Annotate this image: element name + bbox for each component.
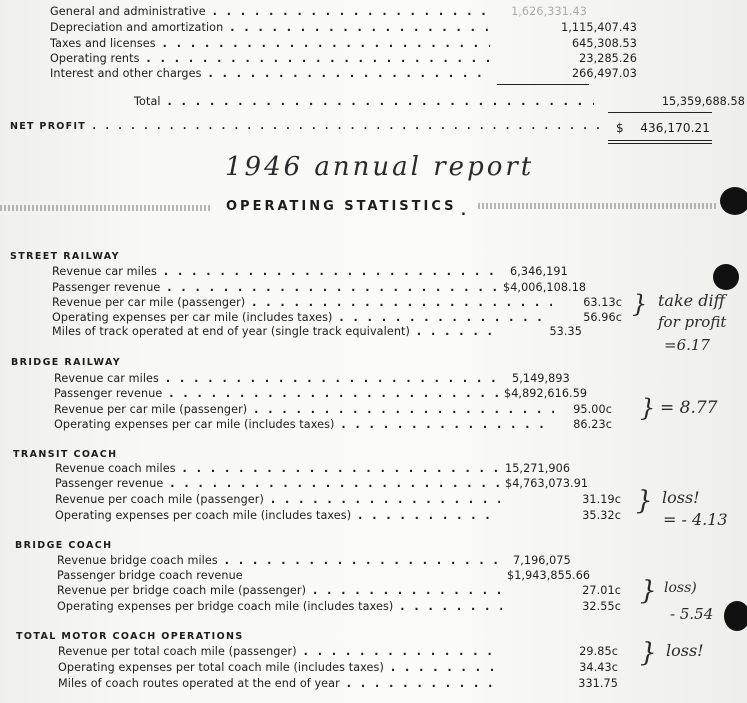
expense-label: Taxes and licenses . . .	[50, 37, 490, 50]
title-rule-left	[0, 205, 212, 211]
row-value: 34.43c	[579, 661, 618, 674]
brace-annotation: }	[636, 486, 653, 516]
row-label: Operating expenses per car mile (includes taxes) . . .	[54, 418, 554, 431]
row-value: 7,196,075	[513, 554, 571, 567]
net-profit-label: NET PROFIT . . .	[10, 121, 610, 132]
section-title-total-motor-coach: TOTAL MOTOR COACH OPERATIONS	[16, 631, 244, 642]
row-label: Revenue car miles . . .	[54, 372, 499, 385]
expense-label: General and administrative . . .	[50, 5, 490, 18]
row-label: Revenue per car mile (passenger) . . .	[52, 296, 552, 309]
expense-label: Interest and other charges . . .	[50, 67, 490, 80]
row-value: 15,271,906	[505, 462, 571, 475]
row-value: 5,149,893	[512, 372, 570, 385]
row-label: Passenger bridge coach revenue	[57, 569, 243, 582]
brace-annotation: }	[632, 290, 648, 318]
row-value: 331.75	[578, 677, 618, 690]
binder-hole	[724, 601, 747, 631]
row-value: 53.35	[549, 325, 582, 338]
row-value: $4,763,073.91	[505, 477, 589, 490]
note-total: loss!	[666, 641, 704, 660]
row-label: Revenue car miles . . .	[52, 265, 497, 278]
row-label: Revenue per total coach mile (passenger) . . .	[58, 645, 498, 658]
brace-annotation: }	[640, 576, 657, 606]
row-value: 27.01c	[582, 584, 621, 597]
note-transit-1: loss!	[662, 488, 700, 507]
row-value: 32.55c	[582, 600, 621, 613]
operating-statistics-title: OPERATING STATISTICS	[226, 199, 457, 214]
brace-annotation: }	[640, 394, 656, 422]
row-value: 95.00c	[573, 403, 612, 416]
row-label: Passenger revenue . . .	[52, 281, 497, 294]
binder-hole	[720, 187, 747, 215]
row-value: 56.96c	[583, 311, 622, 324]
row-label: Revenue per bridge coach mile (passenger) . . .	[57, 584, 502, 597]
row-label: Revenue per car mile (passenger) . . .	[54, 403, 554, 416]
note-bridge-coach-2: - 5.54	[670, 605, 714, 623]
row-label: Operating expenses per bridge coach mile (includes taxes) . . .	[57, 600, 502, 613]
binder-hole	[713, 264, 739, 290]
row-value: 63.13c	[583, 296, 622, 309]
note-street-3: =6.17	[664, 336, 710, 354]
note-bridge: = 8.77	[660, 398, 718, 418]
row-label: Operating expenses per car mile (includes taxes) . . .	[52, 311, 552, 324]
row-value: 31.19c	[582, 493, 621, 506]
note-transit-2: = - 4.13	[663, 510, 728, 529]
row-label: Operating expenses per coach mile (includes taxes) . . .	[55, 509, 500, 522]
section-title-transit-coach: TRANSIT COACH	[13, 449, 118, 460]
handwritten-heading: 1946 annual report	[225, 152, 535, 182]
row-label: Miles of track operated at end of year (single track equivalent) . . .	[52, 325, 497, 338]
row-label: Revenue coach miles . . .	[55, 462, 500, 475]
net-profit-rule-1	[608, 140, 712, 141]
section-title-street-railway: STREET RAILWAY	[10, 251, 120, 262]
row-label: Revenue bridge coach miles . . .	[57, 554, 497, 567]
note-bridge-coach-1: loss)	[664, 580, 697, 596]
expense-value: 645,308.53	[571, 37, 637, 50]
total-value: 15,359,688.58	[661, 95, 745, 108]
row-value: 35.32c	[582, 509, 621, 522]
expense-value: 266,497.03	[571, 67, 637, 80]
note-street-1: take diff	[658, 291, 725, 310]
net-profit-value: 436,170.21	[640, 121, 710, 135]
row-value: $4,892,616.59	[504, 387, 588, 400]
brace-annotation: }	[640, 638, 657, 668]
total-rule	[608, 112, 712, 113]
section-title-bridge-railway: BRIDGE RAILWAY	[11, 357, 122, 368]
title-dot: .	[461, 204, 466, 219]
expense-value: 1,115,407.43	[561, 21, 637, 34]
row-label: Miles of coach routes operated at the end of year . . .	[58, 677, 498, 690]
row-label: Operating expenses per total coach mile (includes taxes) . . .	[58, 661, 498, 674]
net-profit-currency: $	[616, 121, 624, 135]
expense-label: Operating rents . . .	[50, 52, 490, 65]
row-value: 86.23c	[573, 418, 612, 431]
row-value: 6,346,191	[510, 265, 568, 278]
expense-value: 1,626,331.43	[511, 5, 587, 18]
note-street-2: for profit	[658, 313, 727, 331]
subtotal-rule	[497, 84, 589, 85]
expense-value: 23,285.26	[579, 52, 637, 65]
section-title-bridge-coach: BRIDGE COACH	[15, 540, 113, 551]
row-label: Passenger revenue . . .	[54, 387, 499, 400]
row-value: $1,943,855.66	[507, 569, 591, 582]
total-label: Total . . .	[134, 95, 594, 108]
expense-label: Depreciation and amortization . . .	[50, 21, 490, 34]
title-rule-right	[478, 203, 716, 209]
row-label: Passenger revenue . . .	[55, 477, 500, 490]
row-value: $4,006,108.18	[503, 281, 587, 294]
row-label: Revenue per coach mile (passenger) . . .	[55, 493, 500, 506]
net-profit-rule-2	[608, 143, 712, 144]
row-value: 29.85c	[579, 645, 618, 658]
